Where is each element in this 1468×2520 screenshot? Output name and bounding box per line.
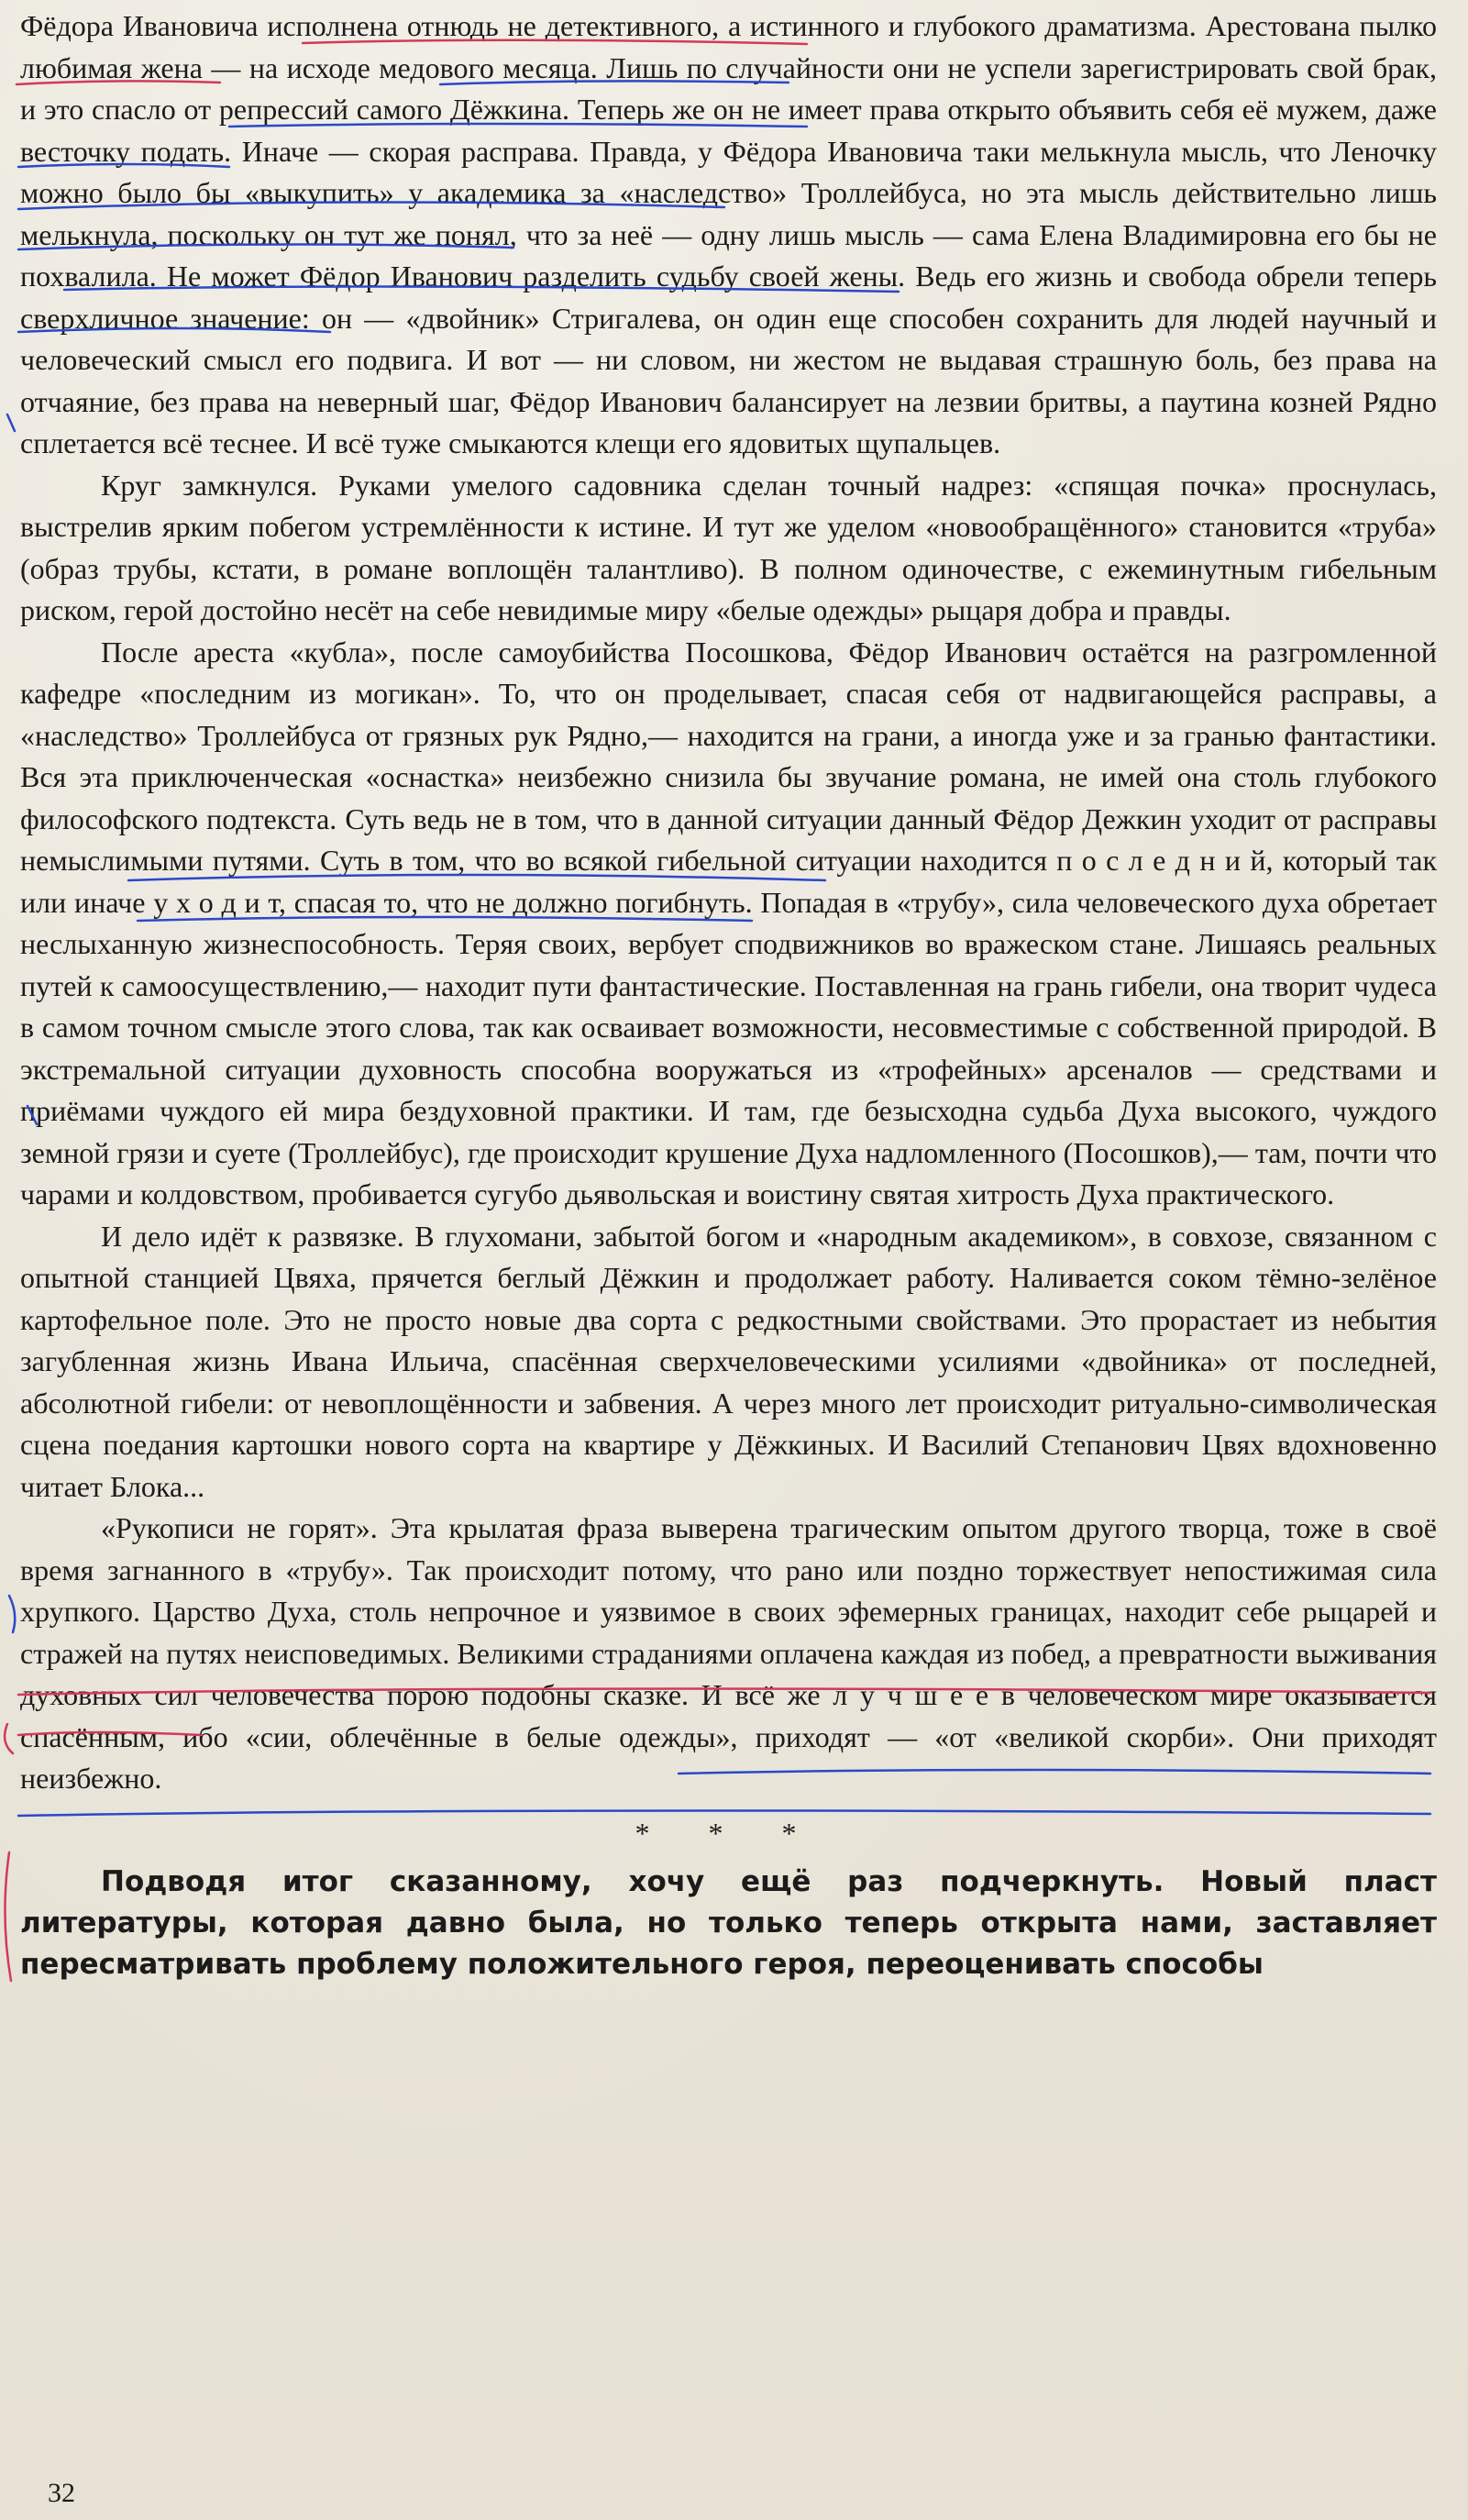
page-number: 32: [48, 2478, 75, 2508]
conclusion-paragraph: Подводя итог сказанному, хочу ещё раз подчеркнуть. Новый пласт литературы, которая давно была, но только теперь открыта нами, заставляет пересматривать проблему положительного героя, переоценивать способы: [20, 1864, 1437, 1981]
paragraph: После ареста «кубла», после самоубийства Посошкова, Фёдор Иванович остаётся на разгромленной кафедре «последним из могикан». То, что он проделывает, спасая себя от надвигающейся расправы, а «наследство» Троллейбуса от грязных рук Рядно,— находится на грани, а иногда уже и за гранью фантастики. Вся эта приключенческая «оснастка» неизбежно снизила бы звучание романа, не имей она столь глубокого философского подтекста. Суть ведь не в том, что в данной ситуации данный Фёдор Дежкин уходит от расправы немыслимыми путями. Суть в том, что во всякой гибельной ситуации находится п о с л е д н и й, который так или иначе у х о д и т, спасая то, что не должно погибнуть. Попадая в «трубу», сила человеческого духа обретает неслыханную жизнеспособность. Теряя своих, вербует сподвижников во вражеском стане. Лишаясь реальных путей к самоосуществлению,— находит пути фантастические. Поставленная на грань гибели, она творит чудеса в самом точном смысле этого слова, так как осваивает возможности, несовместимые с собственной природой. В экстремальной ситуации духовность способна вооружаться из «трофейных» арсеналов — средствами и приёмами чуждого ей мира бездуховной практики. И там, где безысходна судьба Духа высокого, чуждого земной грязи и суете (Троллейбус), где происходит крушение Духа надломленного (Посошков),— там, почти что чарами и колдовством, пробивается сугубо дьявольская и воистину святая хитрость Духа практического.: [20, 635, 1437, 1210]
red-mark: [5, 1724, 13, 1753]
paragraph: Фёдора Ивановича исполнена отнюдь не детективного, а истинного и глубокого драматизма. Арестована пылко любимая жена — на исходе медового месяца. Лишь по случайности они не успели зарегистрировать свой брак, и это спасло от репрессий самого Дёжкина. Теперь же он не имеет права открыто объявить себя её мужем, даже весточку подать. Иначе — скорая расправа. Правда, у Фёдора Ивановича таки мелькнула мысль, что Леночку можно было бы «выкупить» у академика за «наследство» Троллейбуса, но эта мысль действительно лишь мелькнула, поскольку он тут же понял, что за неё — одну лишь мысль — сама Елена Владимировна его бы не похвалила. Не может Фёдор Иванович разделить судьбу своей жены. Ведь его жизнь и свобода обрели теперь сверхличное значение: он — «двойник» Стригалева, он один еще способен сохранить для людей научный и человеческий смысл его подвига. И вот — ни словом, ни жестом не выдавая страшную боль, без права на отчаяние, без права на неверный шаг, Фёдор Иванович балансирует на лезвии бритвы, а паутина козней Рядно сплетается всё теснее. И всё туже смыкаются клещи его ядовитых щупальцев.: [20, 9, 1437, 459]
paragraph: «Рукописи не горят». Эта крылатая фраза выверена трагическим опытом другого творца, тоже в своё время загнанного в «трубу». Так происходит потому, что рано или поздно торжествует непостижимая сила хрупкого. Царство Духа, столь непрочное и уязвимое в своих эфемерных границах, находит себе рыцарей и стражей на путях неисповедимых. Великими страданиями оплачена каждая из побед, а превратности выживания духовных сил человечества порою подобны сказке. И всё же л у ч ш е е в человеческом мире оказывается спасённым, ибо «сии, облечённые в белые одежды», приходят — «от «великой скорби». Они приходят неизбежно.: [20, 1511, 1437, 1795]
blue-mark: [9, 1596, 15, 1632]
article-body: [20, 6, 1437, 1985]
blue-mark: [7, 414, 15, 431]
section-divider: * * *: [635, 1816, 822, 1850]
red-mark: [5, 1852, 11, 1981]
paragraph: Круг замкнулся. Руками умелого садовника сделан точный надрез: «спящая почка» проснулась, выстрелив ярким побегом устремлённости к истине. И тут же уделом «новообращённого» становится «труба» (образ трубы, кстати, в романе воплощён талантливо). В полном одиночестве, с ежеминутным гибельным риском, герой достойно несёт на себе невидимые миру «белые одежды» рыцаря добра и правды.: [20, 468, 1437, 626]
paragraph: И дело идёт к развязке. В глухомани, забытой богом и «народным академиком», в совхозе, связанном с опытной станцией Цвяха, прячется беглый Дёжкин и продолжает работу. Наливается соком тёмно-зелёное картофельное поле. Это не просто новые два сорта с редкостными свойствами. Это прорастает из небытия загубленная жизнь Ивана Ильича, спасённая сверхчеловеческими усилиями «двойника» от последней, абсолютной гибели: от невоплощённости и забвения. А через много лет происходит ритуально-символическая сцена поедания картошки нового сорта на квартире у Дёжкиных. И Василий Степанович Цвях вдохновенно читает Блока...: [20, 1219, 1437, 1503]
